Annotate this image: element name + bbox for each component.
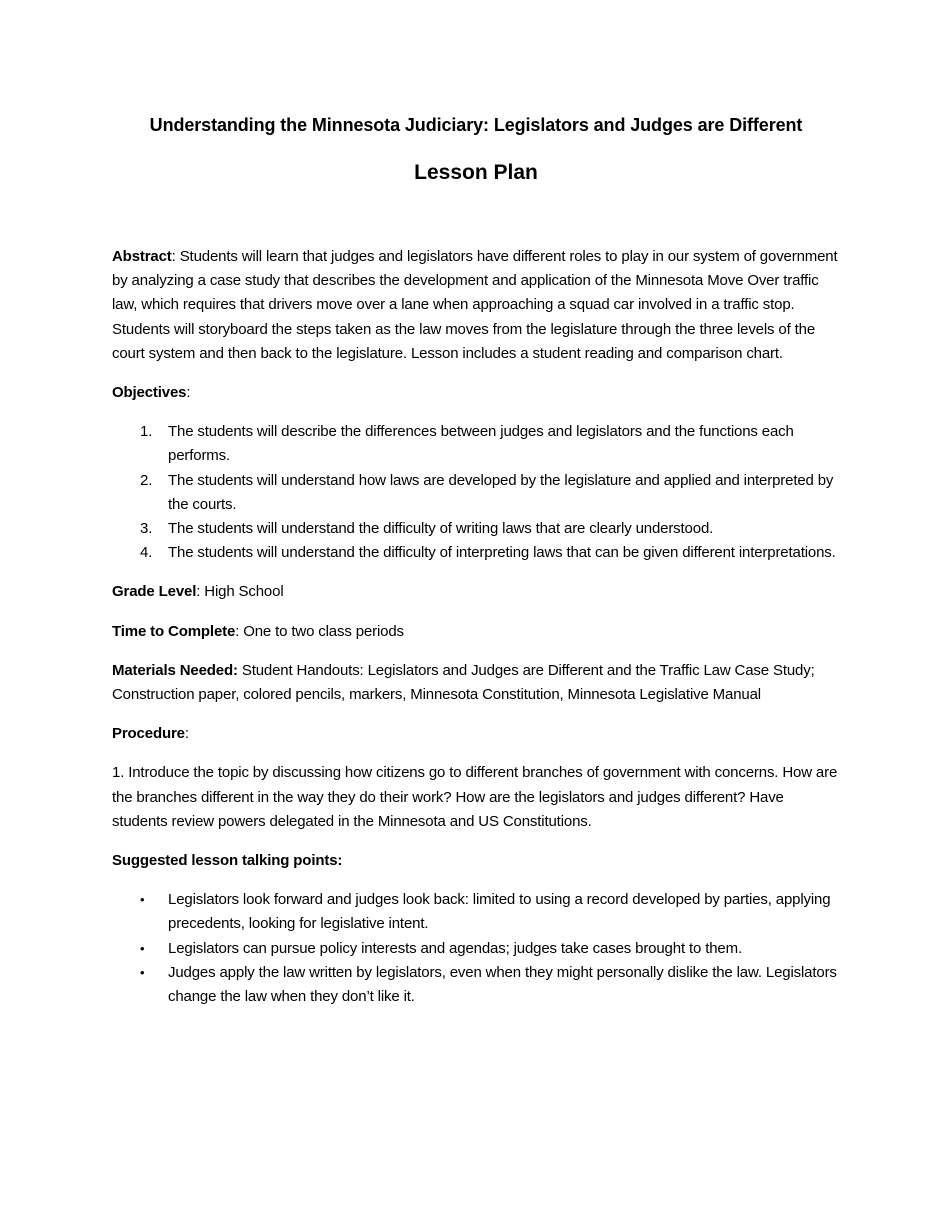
- document-subtitle: Lesson Plan: [414, 161, 538, 184]
- list-number: 4.: [140, 544, 153, 562]
- list-item: [112, 888, 840, 936]
- materials-label: Materials Needed:: [112, 661, 238, 679]
- materials-paragraph: [112, 659, 840, 707]
- bullet-icon: •: [140, 940, 145, 956]
- list-item: [112, 420, 840, 468]
- list-item-text: The students will understand how laws are developed by the legislature and applied and interpreted by the courts.: [168, 471, 834, 513]
- document-title: Understanding the Minnesota Judiciary: Legislators and Judges are Different: [149, 115, 803, 135]
- list-item: [112, 937, 840, 961]
- abstract-label: Abstract: [112, 248, 172, 265]
- time-to-complete-line: [112, 620, 840, 644]
- time-to-complete-value: : One to two class periods: [235, 622, 404, 640]
- abstract-text: : Students will learn that judges and legislators have different roles to play in our system of government by analyzing a case study that describes the development and application of the Minnesota Move Over traffic law, which requires that drivers move over a lane when approaching a squad car involved in a traffic stop. Students will storyboard the steps taken as the law moves from the legislature through the three levels of the court system and then back to the legislature. Lesson includes a student reading and comparison chart.: [112, 248, 838, 362]
- document-body: [112, 245, 840, 1009]
- grade-level-line: [112, 580, 840, 604]
- talking-points-list: [112, 888, 840, 1009]
- bullet-icon: •: [140, 964, 145, 980]
- list-item-text: Judges apply the law written by legislators, even when they might personally dislike the law. Legislators change the law when they don’t like it.: [168, 963, 837, 1006]
- list-item-text: Legislators can pursue policy interests and agendas; judges take cases brought to them.: [168, 939, 742, 957]
- grade-level-label: Grade Level: [112, 583, 197, 601]
- list-number: 2.: [140, 471, 153, 489]
- list-item-text: The students will describe the differences between judges and legislators and the functions each performs.: [168, 423, 794, 465]
- procedure-step-1: 1. Introduce the topic by discussing how citizens go to different branches of government with concerns. How are the branches different in the way they do their work? How are the legislators and judges different? Have students review powers delegated in the Minnesota and US Constitutions.: [112, 764, 838, 830]
- list-item: [112, 517, 840, 541]
- bullet-icon: •: [140, 892, 145, 908]
- list-item-text: The students will understand the difficulty of writing laws that are clearly understood.: [168, 520, 714, 538]
- objectives-heading: [112, 381, 840, 405]
- procedure-label: Procedure: [112, 725, 185, 743]
- list-number: 3.: [140, 520, 153, 538]
- list-item-text: Legislators look forward and judges look back: limited to using a record developed by parties, applying precedents, looking for legislative intent.: [168, 891, 831, 933]
- list-item: [112, 541, 840, 565]
- grade-level-value: : High School: [196, 583, 284, 601]
- objectives-list: [112, 420, 840, 565]
- materials-text: Student Handouts: Legislators and Judges are Different and the Traffic Law Case Study; Construction paper, colored pencils, markers, Minnesota Constitution, Minnesota Legislative Manual: [112, 661, 815, 704]
- list-number: 1.: [140, 423, 153, 441]
- objectives-suffix: :: [186, 384, 191, 402]
- list-item-text: The students will understand the difficulty of interpreting laws that can be given different interpretations.: [168, 544, 836, 562]
- procedure-heading: [112, 722, 840, 746]
- talking-points-heading: Suggested lesson talking points:: [112, 852, 343, 870]
- list-item: [112, 961, 840, 1009]
- time-to-complete-label: Time to Complete: [112, 622, 236, 640]
- objectives-label: Objectives: [112, 384, 187, 402]
- list-item: [112, 469, 840, 517]
- abstract-paragraph: [112, 245, 840, 366]
- procedure-suffix: :: [184, 725, 189, 743]
